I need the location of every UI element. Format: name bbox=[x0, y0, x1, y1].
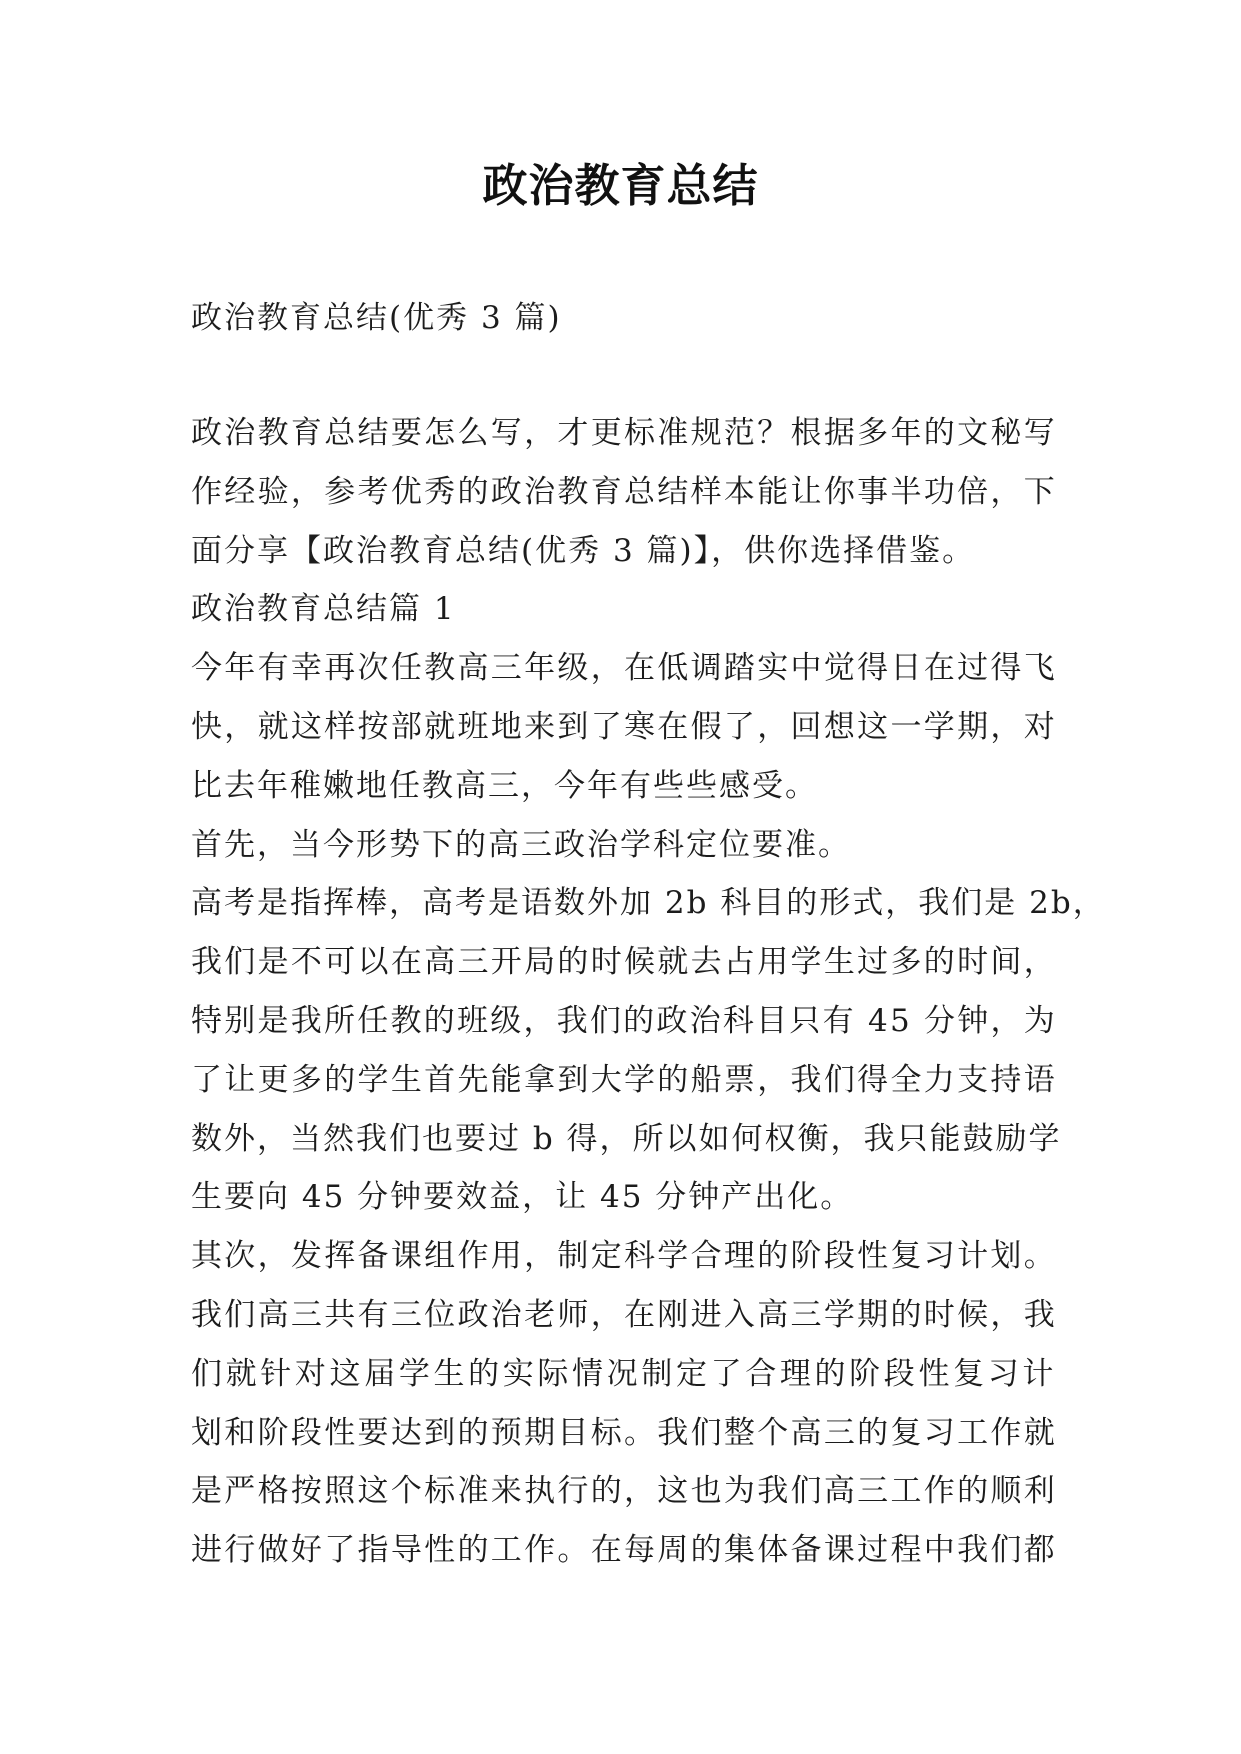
text-line-content: 政治教育总结要怎么写，才更标准规范？根据多年的文秘写 bbox=[191, 415, 1057, 451]
text-line bbox=[191, 404, 1057, 463]
text-line-content: 我们高三共有三位政治老师，在刚进入高三学期的时候，我 bbox=[191, 1296, 1057, 1333]
text-line bbox=[191, 1462, 1057, 1521]
text-line-content: 特别是我所任教的班级，我们的政治科目只有 45 分钟，为 bbox=[191, 1002, 1057, 1039]
text-line-content: 快，就这样按部就班地来到了寒在假了，回想这一学期，对 bbox=[191, 708, 1057, 745]
text-line-content: 我们是不可以在高三开局的时候就去占用学生过多的时间， bbox=[191, 944, 1057, 981]
text-line bbox=[191, 1110, 1062, 1169]
text-line-content: 是严格按照这个标准来执行的，这也为我们高三工作的顺利 bbox=[191, 1473, 1057, 1510]
text-line bbox=[191, 816, 1057, 875]
text-line bbox=[191, 1404, 1057, 1463]
text-line-content: 生要向 45 分钟要效益，让 45 分钟产出化。 bbox=[191, 1179, 854, 1216]
text-line bbox=[191, 580, 1057, 639]
paragraph bbox=[191, 1286, 1057, 1580]
text-line bbox=[191, 698, 1057, 757]
text-line bbox=[191, 463, 1057, 522]
text-line-content: 比去年稚嫩地任教高三，今年有些些感受。 bbox=[191, 767, 818, 804]
text-line bbox=[191, 639, 1057, 698]
text-line bbox=[191, 757, 1057, 816]
text-line bbox=[191, 933, 1057, 992]
text-line-content: 今年有幸再次任教高三年级，在低调踏实中觉得日在过得飞 bbox=[191, 650, 1057, 687]
paragraph bbox=[191, 639, 1057, 815]
document-title: 政治教育总结 bbox=[482, 159, 759, 212]
text-line bbox=[191, 522, 1057, 581]
text-line bbox=[191, 874, 1106, 933]
paragraph bbox=[191, 1227, 1057, 1286]
text-line-content: 划和阶段性要达到的预期目标。我们整个高三的复习工作就 bbox=[191, 1414, 1057, 1451]
paragraph bbox=[191, 580, 1057, 639]
text-line-content: 数外，当然我们也要过 b 得，所以如何权衡，我只能鼓励学 bbox=[191, 1120, 1062, 1157]
text-line bbox=[191, 992, 1057, 1051]
text-line-content: 政治教育总结篇 1 bbox=[191, 591, 456, 628]
text-line bbox=[191, 1227, 1057, 1286]
text-line bbox=[191, 1051, 1057, 1110]
text-line-content: 了让更多的学生首先能拿到大学的船票，我们得全力支持语 bbox=[191, 1061, 1057, 1098]
paragraph bbox=[191, 404, 1057, 580]
document-body bbox=[191, 404, 1106, 1580]
document-subtitle: 政治教育总结(优秀 3 篇) bbox=[191, 300, 562, 336]
text-line-content: 其次，发挥备课组作用，制定科学合理的阶段性复习计划。 bbox=[191, 1238, 1057, 1275]
text-line-content: 高考是指挥棒，高考是语数外加 2b 科目的形式，我们是 2b， bbox=[191, 885, 1106, 922]
text-line bbox=[191, 1345, 1057, 1404]
text-line bbox=[191, 1286, 1057, 1345]
text-line-content: 们就针对这届学生的实际情况制定了合理的阶段性复习计 bbox=[191, 1355, 1057, 1392]
text-line-content: 作经验，参考优秀的政治教育总结样本能让你事半功倍，下 bbox=[191, 473, 1057, 510]
text-line bbox=[191, 1168, 1057, 1227]
paragraph bbox=[191, 816, 1057, 875]
text-line-content: 首先，当今形势下的高三政治学科定位要准。 bbox=[191, 826, 851, 863]
text-line bbox=[191, 1521, 1057, 1580]
paragraph bbox=[191, 874, 1106, 1227]
text-line-content: 面分享【政治教育总结(优秀 3 篇)】，供你选择借鉴。 bbox=[191, 532, 976, 569]
text-line-content: 进行做好了指导性的工作。在每周的集体备课过程中我们都 bbox=[191, 1532, 1057, 1569]
